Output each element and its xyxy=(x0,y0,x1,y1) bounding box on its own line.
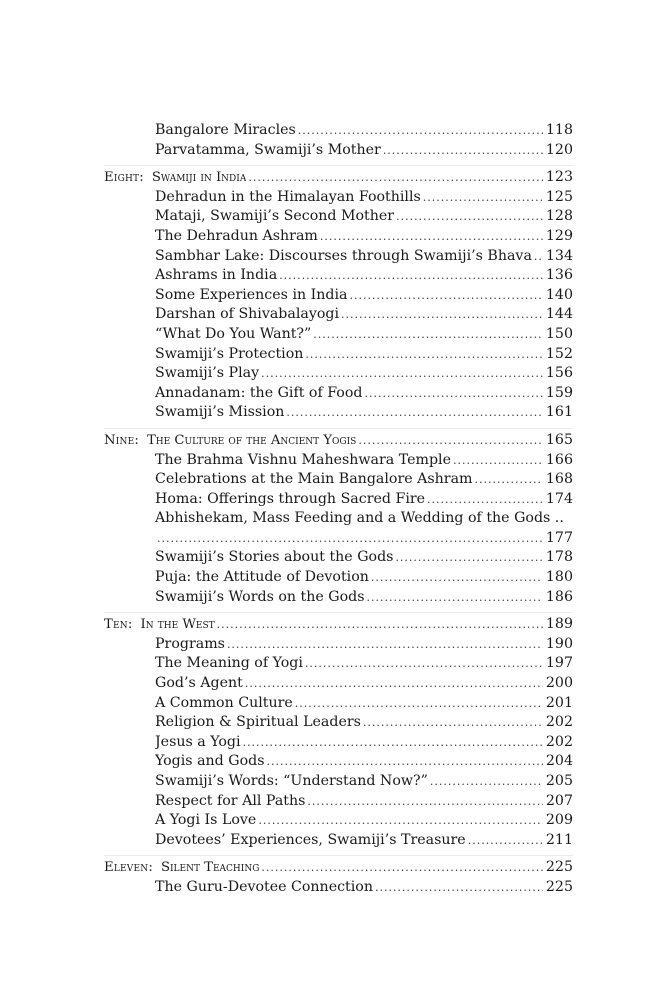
chapter-page-number: 165 xyxy=(545,431,573,448)
entry-page-number: 159 xyxy=(545,384,573,401)
dot-leader xyxy=(217,615,543,635)
toc-entry[interactable] xyxy=(104,568,573,588)
dot-leader xyxy=(430,772,543,792)
toc-entry[interactable] xyxy=(104,345,573,365)
toc-entry[interactable] xyxy=(104,451,573,471)
toc-entry[interactable] xyxy=(104,266,573,286)
entry-title: God’s Agent xyxy=(155,675,243,692)
dot-leader xyxy=(286,403,543,423)
toc-entry[interactable] xyxy=(104,713,573,733)
chapter-page-number: 189 xyxy=(545,616,573,633)
toc-entry[interactable] xyxy=(104,831,573,851)
dot-leader xyxy=(243,733,543,753)
toc-entry[interactable] xyxy=(104,286,573,306)
toc-entry[interactable] xyxy=(104,247,573,267)
toc-entry[interactable] xyxy=(104,305,573,325)
entry-title: Swamiji’s Play xyxy=(155,365,260,382)
dot-leader xyxy=(349,286,542,306)
entry-page-number: 161 xyxy=(545,404,573,421)
dot-leader xyxy=(305,345,543,365)
intro-entries xyxy=(104,121,573,160)
dot-leader xyxy=(157,529,543,549)
entry-page-number: 152 xyxy=(545,345,573,362)
entry-page-number: 168 xyxy=(545,471,573,488)
dot-leader xyxy=(305,654,543,674)
entry-title: Religion & Spiritual Leaders xyxy=(155,714,361,731)
chapter-label: Eleven: xyxy=(104,860,153,876)
toc-entry[interactable] xyxy=(104,490,573,510)
dot-leader xyxy=(534,247,543,267)
dot-leader xyxy=(395,548,542,568)
chapter-page-number: 123 xyxy=(545,169,573,186)
chapter-label: Eight: xyxy=(104,170,144,186)
dot-leader xyxy=(320,227,543,247)
chapter-title: The Culture of the Ancient Yogis xyxy=(146,432,357,448)
entry-page-number: 174 xyxy=(545,490,573,507)
toc-entry[interactable] xyxy=(104,227,573,247)
entry-title: Programs xyxy=(155,635,225,652)
entry-page-number: 190 xyxy=(545,635,573,652)
entry-title: Swamiji’s Mission xyxy=(155,404,285,421)
entry-title: Darshan of Shivabalayogi xyxy=(155,306,340,323)
entry-page-number: 150 xyxy=(545,325,573,342)
dot-leader xyxy=(245,674,543,694)
entry-page-number: 225 xyxy=(545,878,573,895)
chapter-label: Ten: xyxy=(104,617,133,633)
entry-title: Swamiji’s Words on the Gods xyxy=(155,588,365,605)
entry-page-number: 144 xyxy=(545,306,573,323)
chapter-section xyxy=(104,165,573,423)
chapter-label: Nine: xyxy=(104,432,139,448)
entry-page-number: 207 xyxy=(545,792,573,809)
chapter-section xyxy=(104,855,573,897)
entry-page-number: 156 xyxy=(545,365,573,382)
toc-entry[interactable] xyxy=(104,141,573,161)
entry-title: The Dehradun Ashram xyxy=(155,227,318,244)
entry-page-number: 129 xyxy=(545,227,573,244)
toc-entry[interactable] xyxy=(104,364,573,384)
entry-page-number: 128 xyxy=(545,208,573,225)
toc-entry[interactable] xyxy=(104,188,573,208)
entry-title: Mataji, Swamiji’s Second Mother xyxy=(155,208,395,225)
chapter-title-group xyxy=(104,431,356,451)
chapter-page-number: 225 xyxy=(545,859,573,876)
entry-title: Swamiji’s Words: “Understand Now?” xyxy=(155,773,428,789)
dot-leader xyxy=(227,635,543,655)
chapter-title: Swamiji in India xyxy=(151,170,247,186)
toc-entry[interactable] xyxy=(104,207,573,227)
toc-entry[interactable] xyxy=(104,635,573,655)
dot-leader xyxy=(375,878,543,898)
chapter-heading[interactable] xyxy=(104,858,573,878)
chapter-title: In the West xyxy=(140,617,215,633)
entry-page-number: 204 xyxy=(545,753,573,770)
toc-entry[interactable] xyxy=(104,878,573,898)
entry-page-number: 200 xyxy=(545,675,573,692)
entry-page-number: 202 xyxy=(545,714,573,731)
toc-entry[interactable] xyxy=(104,694,573,714)
entry-title: Some Experiences in India xyxy=(155,286,348,303)
dot-leader xyxy=(298,121,543,141)
entry-page-number: 177 xyxy=(545,529,573,546)
toc-entry[interactable] xyxy=(104,772,573,792)
toc-entry[interactable] xyxy=(104,654,573,674)
dot-leader xyxy=(258,811,543,831)
entry-page-number: 205 xyxy=(545,773,573,789)
chapter-title: Silent Teaching xyxy=(160,860,260,876)
entry-page-number: 178 xyxy=(545,549,573,566)
dot-leader xyxy=(363,713,543,733)
entry-title: Homa: Offerings through Sacred Fire xyxy=(155,490,426,507)
dot-leader xyxy=(261,858,543,878)
toc-entry[interactable] xyxy=(104,470,573,490)
dot-leader xyxy=(267,752,543,772)
entry-title: Sambhar Lake: Discourses through Swamiji’s Bhava xyxy=(155,247,532,264)
chapter-section xyxy=(104,428,573,607)
entry-title: Swamiji’s Protection xyxy=(155,345,304,362)
dot-leader xyxy=(423,188,543,208)
toc-entry[interactable] xyxy=(104,548,573,568)
entry-page-number: 140 xyxy=(545,286,573,303)
dot-leader xyxy=(371,568,543,588)
entry-page-number: 134 xyxy=(545,247,573,264)
entry-title: Parvatamma, Swamiji’s Mother xyxy=(155,141,381,158)
dot-leader xyxy=(248,168,543,188)
dot-leader xyxy=(453,451,543,471)
dot-leader xyxy=(313,325,543,345)
entry-title: Devotees’ Experiences, Swamiji’s Treasure xyxy=(155,831,466,848)
entry-title: Bangalore Miracles xyxy=(155,122,296,138)
toc-entry[interactable] xyxy=(104,811,573,831)
toc-entry[interactable] xyxy=(104,325,573,345)
entry-title: “What Do You Want?” xyxy=(155,325,312,342)
entry-page-number: 120 xyxy=(545,141,573,158)
toc-entry[interactable] xyxy=(104,752,573,772)
dot-leader xyxy=(475,470,543,490)
entry-page-number: 166 xyxy=(545,451,573,468)
dot-leader xyxy=(261,364,543,384)
dot-leader xyxy=(364,384,542,404)
entry-title: Celebrations at the Main Bangalore Ashram xyxy=(155,471,473,488)
dot-leader xyxy=(383,141,543,161)
entry-page-number: 202 xyxy=(545,733,573,750)
entry-title: Yogis and Gods xyxy=(155,753,265,770)
toc-entry[interactable] xyxy=(104,588,573,608)
entry-page-number: 201 xyxy=(545,694,573,711)
entry-page-number: 186 xyxy=(545,588,573,605)
table-of-contents xyxy=(104,121,573,898)
entry-title: Puja: the Attitude of Devotion xyxy=(155,569,369,586)
toc-entry[interactable] xyxy=(104,674,573,694)
entry-title: Abhishekam, Mass Feeding and a Wedding of the Gods .. xyxy=(155,510,564,527)
dot-leader xyxy=(468,831,543,851)
entry-page-number: 211 xyxy=(545,831,573,848)
entry-page-number: 125 xyxy=(545,188,573,205)
dot-leader xyxy=(279,266,543,286)
chapter-section xyxy=(104,612,573,850)
dot-leader xyxy=(396,207,543,227)
entry-title: A Common Culture xyxy=(155,694,293,711)
entry-page-number: 118 xyxy=(545,122,573,138)
chapter-title-group xyxy=(104,858,259,878)
entry-title: A Yogi Is Love xyxy=(155,812,257,829)
dot-leader xyxy=(295,694,543,714)
chapter-title-group xyxy=(104,615,215,635)
toc-entry[interactable] xyxy=(104,792,573,812)
toc-entry[interactable] xyxy=(104,733,573,753)
toc-entry[interactable] xyxy=(104,384,573,404)
entry-title: The Brahma Vishnu Maheshwara Temple xyxy=(155,451,451,468)
chapter-title-group xyxy=(104,168,246,188)
toc-entry-continuation[interactable] xyxy=(104,529,573,549)
dot-leader xyxy=(367,588,543,608)
chapter-heading[interactable] xyxy=(104,431,573,451)
dot-leader xyxy=(341,305,543,325)
toc-entry[interactable] xyxy=(104,403,573,423)
entry-title: The Guru-Devotee Connection xyxy=(155,878,373,895)
entry-title: Jesus a Yogi xyxy=(155,733,241,750)
entry-title: Dehradun in the Himalayan Foothills xyxy=(155,188,421,205)
toc-entry[interactable] xyxy=(104,121,573,141)
chapter-heading[interactable] xyxy=(104,168,573,188)
entry-title: Respect for All Paths xyxy=(155,792,306,809)
entry-page-number: 197 xyxy=(545,655,573,672)
dot-leader xyxy=(427,490,543,510)
entry-title: Annadanam: the Gift of Food xyxy=(155,384,363,401)
dot-leader xyxy=(358,431,543,451)
entry-title: Swamiji’s Stories about the Gods xyxy=(155,549,394,566)
entry-page-number: 180 xyxy=(545,569,573,586)
entry-page-number: 136 xyxy=(545,267,573,284)
entry-page-number: 209 xyxy=(545,812,573,829)
entry-title: The Meaning of Yogi xyxy=(155,655,303,672)
entry-title: Ashrams in India xyxy=(155,267,278,284)
toc-entry[interactable] xyxy=(104,509,573,529)
dot-leader xyxy=(307,792,543,812)
chapter-heading[interactable] xyxy=(104,615,573,635)
